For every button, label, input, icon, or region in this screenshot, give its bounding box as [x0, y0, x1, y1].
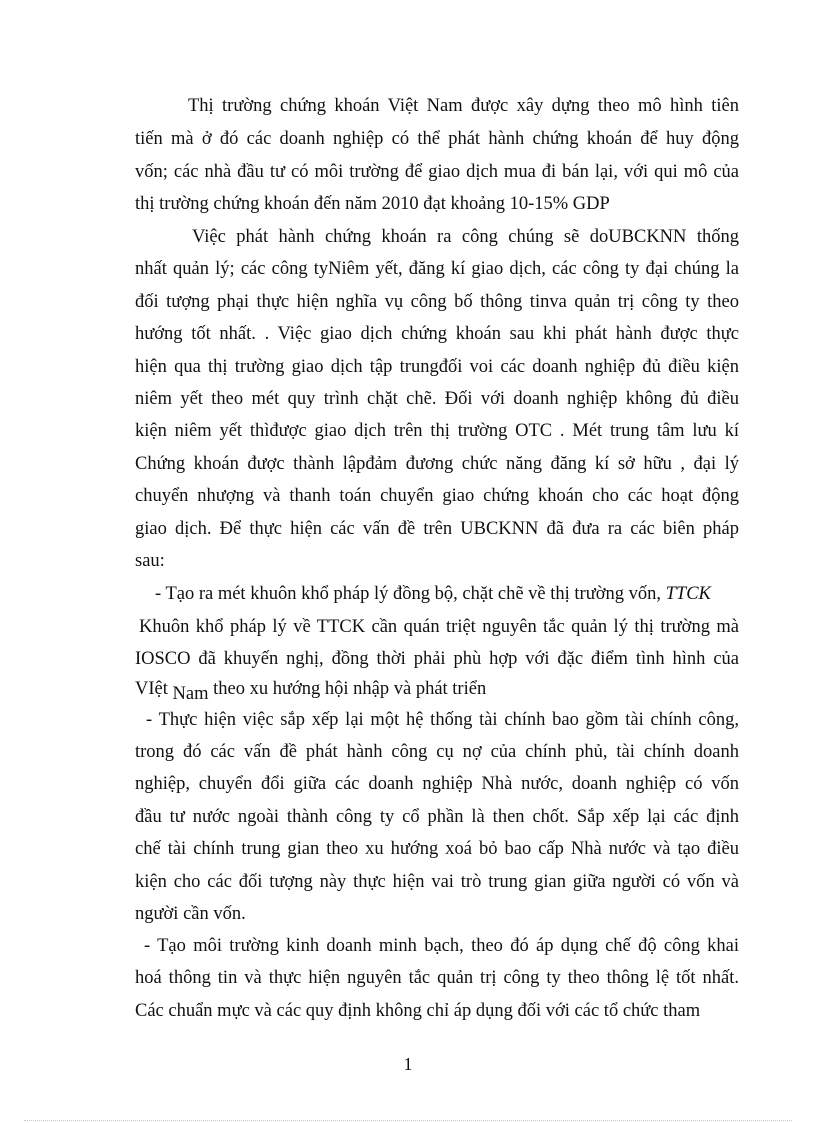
bullet-line: [135, 678, 487, 704]
bullet-line: kiện cho các đối tượng này thực hiện vai trò trung gian giữa người có vốn và: [135, 872, 739, 892]
paragraph-line: hiện qua thị trường giao dịch tập trungđối voi các doanh nghiệp đủ điều kiện: [135, 357, 739, 377]
bullet-line: Các chuẩn mực và các quy định không chỉ áp dụng đối với các tổ chức tham: [135, 1001, 701, 1021]
bullet-line: Khuôn khổ pháp lý về TTCK cần quán triệt nguyên tắc quản lý thị trường mà: [139, 617, 739, 637]
bullet-line: IOSCO đã khuyến nghị, đồng thời phải phù hợp với đặc điểm tình hình của: [135, 649, 739, 669]
page-bottom-divider: [24, 1120, 792, 1121]
bullet-text: theo xu hướng hội nhập và phát triển: [213, 679, 487, 699]
bullet-line: hoá thông tin và thực hiện nguyên tắc quản trị công ty theo thông lệ tốt nhất.: [135, 968, 739, 988]
paragraph-line: kiện niêm yết thìđược giao dịch trên thị trường OTC . Mét trung tâm lưu kí: [135, 421, 739, 441]
bullet-line: đầu tư nước ngoài thành công ty cổ phần là then chốt. Sắp xếp lại các định: [135, 807, 739, 827]
bullet-line: người cần vốn.: [135, 904, 246, 924]
paragraph-line: Chứng khoán được thành lậpđảm đương chức năng đăng kí sở hữu , đại lý: [135, 454, 739, 474]
bullet-line: nghiệp, chuyển đổi giữa các doanh nghiệp Nhà nước, doanh nghiệp có vốn: [135, 774, 739, 794]
paragraph-line: giao dịch. Để thực hiện các vấn đề trên UBCKNN đã đưa ra các biên pháp: [135, 519, 739, 539]
bullet-text-lowered: Nam: [172, 684, 209, 704]
bullet-line: - Thực hiện việc sắp xếp lại một hệ thống tài chính bao gồm tài chính công,: [146, 710, 739, 730]
paragraph-line: vốn; các nhà đầu tư có môi trường để giao dịch mua đi bán lại, với qui mô của: [135, 162, 739, 182]
bullet-line: trong đó các vấn đề phát hành công cụ nợ của chính phủ, tài chính doanh: [135, 742, 739, 762]
paragraph-line: chuyển nhượng và thanh toán chuyển giao chứng khoán cho các hoạt động: [135, 486, 739, 506]
paragraph-line: niêm yết theo mét quy trình chặt chẽ. Đối với doanh nghiệp không đủ điều: [135, 389, 739, 409]
paragraph-line: nhất quản lý; các công tyNiêm yết, đăng kí giao dịch, các công ty đại chúng la: [135, 259, 739, 279]
bullet-line: [155, 583, 739, 605]
page-number: 1: [403, 1054, 413, 1074]
bullet-text: - Tạo ra mét khuôn khổ pháp lý đồng bộ, chặt chẽ về thị trường vốn,: [155, 584, 662, 604]
bullet-italic-text: TTCK: [665, 584, 711, 604]
bullet-line: - Tạo môi trường kinh doanh minh bạch, theo đó áp dụng chế độ công khai: [144, 936, 739, 956]
paragraph-line: Thị trường chứng khoán Việt Nam được xây dựng theo mô hình tiên: [188, 96, 739, 116]
bullet-line: chế tài chính trung gian theo xu hướng xoá bỏ bao cấp Nhà nước và tạo điều: [135, 839, 739, 859]
bullet-text: VIệt: [135, 679, 168, 699]
paragraph-line: Việc phát hành chứng khoán ra công chúng sẽ doUBCKNN thống: [192, 227, 739, 247]
paragraph-line: đối tượng phại thực hiện nghĩa vụ công bố thông tinva quản trị công ty theo: [135, 292, 739, 312]
paragraph-line: hướng tốt nhất. . Việc giao dịch chứng khoán sau khi phát hành được thực: [135, 324, 739, 344]
paragraph-line: tiến mà ở đó các doanh nghiệp có thể phát hành chứng khoán để huy động: [135, 129, 739, 149]
paragraph-line: sau:: [135, 551, 165, 571]
paragraph-line: thị trường chứng khoán đến năm 2010 đạt khoảng 10-15% GDP: [135, 194, 610, 214]
